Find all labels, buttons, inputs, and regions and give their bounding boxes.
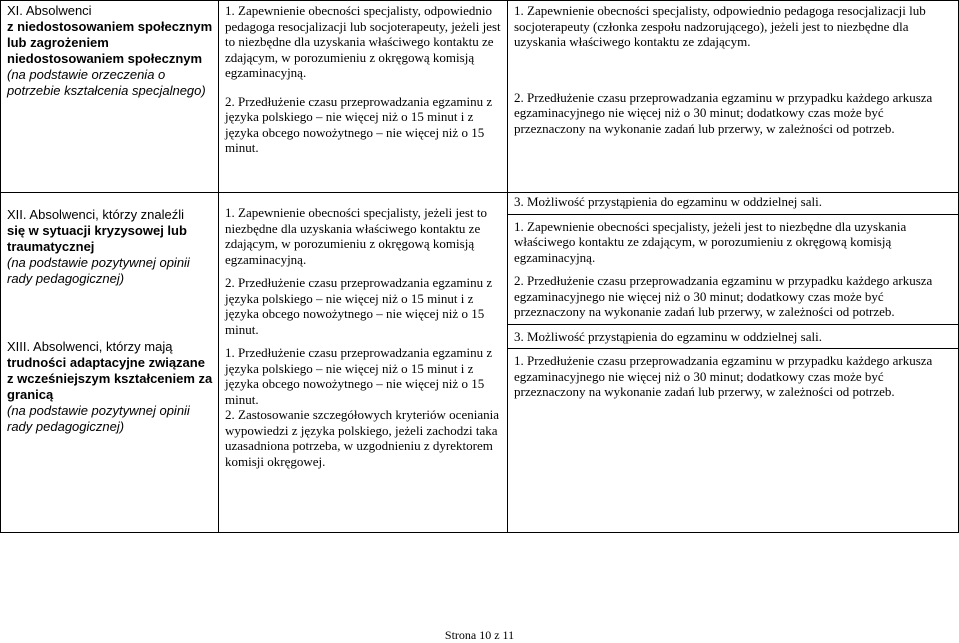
list-item: 1. Przedłużenie czasu przeprowadzania egzaminu w przypadku każdego arkusza egzaminacyjnego nie więcej niż o 30 minut; dodatkowy czas może być przeznaczony na wykonanie zadań lub przerwy, w zależności od potrzeb. [514, 353, 933, 399]
category-note: (na podstawie orzeczenia o potrzebie kształcenia specjalnego) [7, 67, 206, 98]
category-title-bold: trudności adaptacyjne związane z wcześniejszym kształceniem za granicą [7, 355, 213, 402]
category-title: Absolwenci [25, 3, 92, 18]
list-item: 1. Zapewnienie obecności specjalisty, jeżeli jest to niezbędne dla uzyskania właściwego kontaktu ze zdającym, w porozumieniu z okręgową komisją egzaminacyjną. [514, 218, 907, 265]
list-item: 2. Przedłużenie czasu przeprowadzania egzaminu w przypadku każdego arkusza egzaminacyjnego nie więcej niż o 30 minut; dodatkowy czas może być przeznaczony na wykonanie zadań lub przerwy, w zależności od potrzeb. [514, 89, 933, 136]
list-item: 1. Zapewnienie obecności specjalisty, odpowiednio pedagoga resocjalizacji lub socjoterapeuty, jeżeli jest to niezbędne dla uzyskania właściwego kontaktu ze zdającym, w porozumieniu z okręgową komisją egzaminacyjną. [225, 3, 501, 80]
list-item: 2. Zastosowanie szczegółowych kryteriów oceniania wypowiedzi z języka polskiego, jeżeli zachodzi taka uzasadniona potrzeba, w uzgodnieniu z dyrektorem komisji okręgowej. [225, 407, 499, 469]
table-row [1, 193, 959, 533]
category-cell [1, 193, 219, 533]
category-title-bold: z niedostosowaniem społecznym lub zagrożeniem niedostosowaniem społecznym [7, 19, 213, 66]
exam-accommodation-cell [508, 193, 959, 533]
page-footer: Strona 10 z 11 [444, 628, 515, 642]
category-note: (na podstawie pozytywnej opinii rady pedagogicznej) [7, 255, 190, 286]
list-item: 3. Możliwość przystąpienia do egzaminu w oddzielnej sali. [514, 194, 822, 209]
list-item: 3. Możliwość przystąpienia do egzaminu w oddzielnej sali. [514, 328, 822, 344]
list-item: 2. Przedłużenie czasu przeprowadzania egzaminu w przypadku każdego arkusza egzaminacyjnego nie więcej niż o 30 minut; dodatkowy czas może być przeznaczony na wykonanie zadań lub przerwy, w zależności od potrzeb. [514, 273, 933, 319]
category-number: XIII. [7, 339, 31, 354]
category-note: (na podstawie pozytywnej opinii rady pedagogicznej) [7, 403, 190, 434]
category-cell [1, 1, 219, 193]
list-item: 1. Zapewnienie obecności specjalisty, odpowiednio pedagoga resocjalizacji lub socjoterapeuty (członka zespołu nadzorującego), jeżeli jest to niezbędne dla uzyskania właściwego kontaktu ze zdającym. [514, 3, 926, 49]
list-item: 1. Zapewnienie obecności specjalisty, jeżeli jest to niezbędne dla uzyskania właściwego kontaktu ze zdającym, w porozumieniu z okręgową komisją egzaminacyjną. [225, 205, 487, 267]
category-title: Absolwenci, którzy mają [33, 339, 173, 354]
category-title: Absolwenci, którzy znaleźli [29, 207, 185, 222]
list-item: 1. Przedłużenie czasu przeprowadzania egzaminu z języka polskiego – nie więcej niż o 15 minut i z języka obcego nowożytnego – nie więcej niż o 15 minut. [225, 345, 493, 407]
list-item: 2. Przedłużenie czasu przeprowadzania egzaminu z języka polskiego – nie więcej niż o 15 minut i z języka obcego nowożytnego – nie więcej niż o 15 minut. [225, 93, 493, 155]
exam-accommodation-cell [219, 193, 508, 533]
table-row [1, 1, 959, 193]
category-number: XI. [7, 3, 23, 18]
category-number: XII. [7, 207, 27, 222]
exam-accommodation-cell [219, 1, 508, 193]
list-item: 2. Przedłużenie czasu przeprowadzania egzaminu z języka polskiego – nie więcej niż o 15 minut i z języka obcego nowożytnego – nie więcej niż o 15 minut. [225, 275, 493, 337]
exam-accommodation-cell [508, 1, 959, 193]
category-title-bold: się w sytuacji kryzysowej lub traumatycznej [7, 223, 187, 254]
